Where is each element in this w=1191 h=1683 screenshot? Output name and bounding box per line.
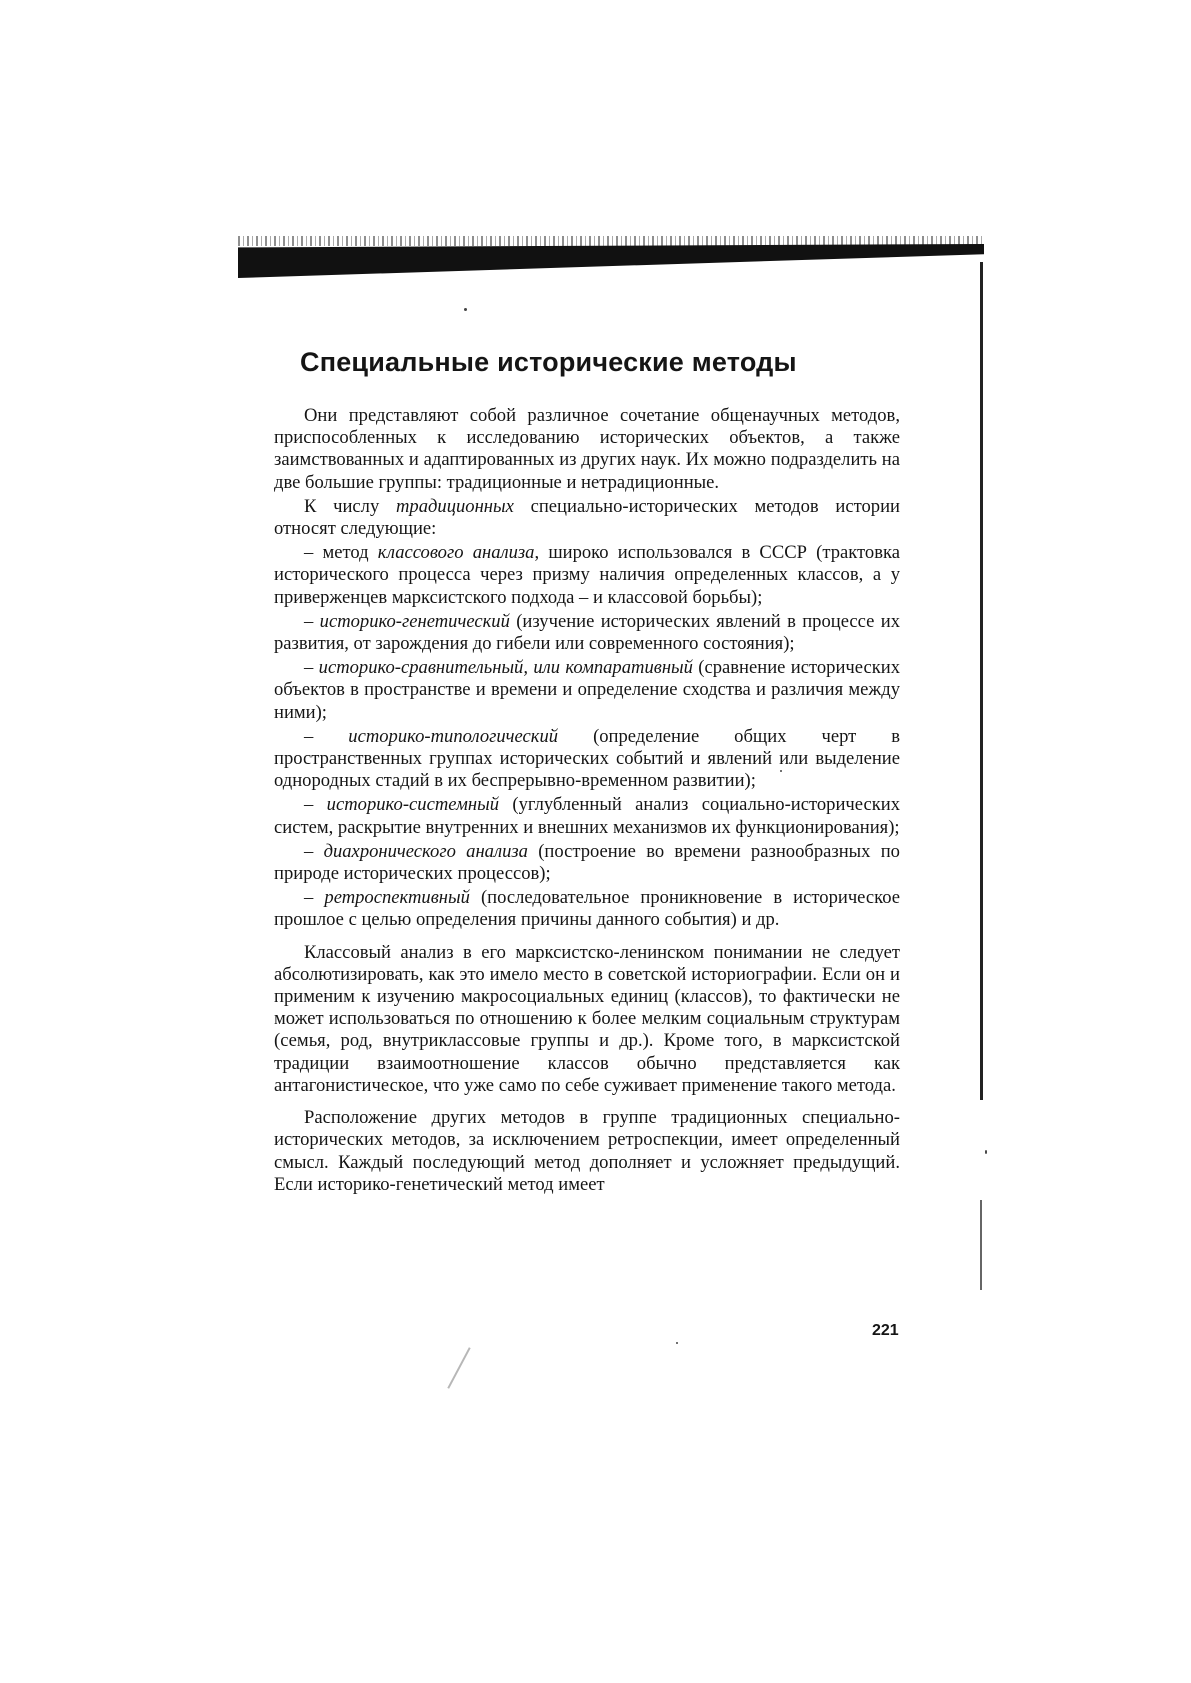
paragraph-traditional — [274, 496, 900, 540]
paragraph-class-analysis: Классовый анализ в его марксистско-ленинском понимании не следует абсолютизировать, как это имело место в советской историографии. Если он и применим к изучению макросоциальных единиц (классов), то фактически не может использоваться по отношению к более мелким социальным структурам (семья, род, внутриклассовые группы и др.). Кроме того, в марксистской традиции взаимоотношение классов обычно представляется как антагонистическое, что уже само по себе суживает применение такого метода. — [274, 941, 900, 1096]
list-item — [274, 611, 900, 655]
page-title: Специальные исторические методы — [300, 347, 797, 377]
text-run: – — [304, 887, 325, 909]
emphasis: историко-типологический — [348, 725, 559, 747]
scan-speck — [985, 1150, 987, 1154]
list-item — [274, 887, 900, 931]
scan-right-edge-lower — [980, 1200, 982, 1290]
paragraph-intro: Они представляют собой различное сочетание общенаучных методов, приспособленных к исследованию исторических объектов, а также заимствованных и адаптированных из других наук. Их можно подразделить на две большие группы: традиционные и нетрадиционные. — [274, 405, 900, 493]
text-run: специально-исторических методов истории относят следующие: — [274, 495, 900, 540]
text-run: (построение во времени разнообразных по природе исторических процессов); — [274, 840, 900, 885]
emphasis: историко-сравнительный, или компаративный — [318, 657, 693, 679]
text-run: (углубленный анализ социально-исторических систем, раскрытие внутренних и внешних механизмов их функционирования); — [274, 794, 900, 838]
scan-right-edge — [980, 262, 983, 1100]
emphasis: историко-генетический — [319, 610, 510, 632]
emphasis: диахронического анализа — [323, 840, 528, 862]
text-run: – — [304, 657, 319, 679]
list-item — [274, 657, 900, 724]
text-run: – — [304, 840, 324, 862]
text-run: – — [304, 725, 349, 747]
text-run: (изучение исторических явлений в процессе их развития, от зарождения до гибели или современного состояния); — [274, 610, 900, 655]
text-run: К числу — [304, 495, 396, 517]
emphasis: классового анализа — [377, 542, 535, 564]
text-run: – метод — [304, 542, 378, 564]
emphasis: ретроспективный — [324, 887, 470, 909]
text-run: – — [304, 610, 320, 632]
emphasis: традиционных — [395, 495, 514, 517]
list-item — [274, 794, 900, 838]
scan-speck — [676, 1342, 678, 1344]
scan-speck — [464, 308, 467, 311]
scan-top-border — [238, 244, 984, 278]
scan-top-noise — [238, 236, 984, 246]
page-content — [274, 345, 900, 1196]
list-item — [274, 542, 900, 609]
page-number: 221 — [872, 1322, 899, 1339]
list-item — [274, 841, 900, 885]
paragraph-other-methods: Расположение других методов в группе традиционных специально-исторических методов, за исключением ретроспекции, имеет определенный смысл. Каждый последующий метод дополняет и усложняет предыдущий. Если историко-генетический метод имеет — [274, 1107, 900, 1195]
emphasis: историко-системный — [326, 794, 500, 816]
text-run: , широко использовался в СССР (трактовка исторического процесса через призму наличия определенных классов, а у приверженцев марксистского подхода – и классовой борьбы); — [274, 542, 901, 608]
text-run: – — [304, 794, 327, 816]
text-run: (определение общих черт в пространственных группах исторических событий и явлений или выделение однородных стадий в их беспрерывно-временном развитии); — [274, 725, 901, 792]
text-run: (последовательное проникновение в историческое прошлое с целью определения причины данного события) и др. — [274, 887, 900, 931]
scan-scratch — [447, 1347, 470, 1389]
list-item — [274, 726, 900, 793]
text-run: (сравнение исторических объектов в пространстве и времени и определение сходства и различия между ними); — [274, 657, 900, 723]
